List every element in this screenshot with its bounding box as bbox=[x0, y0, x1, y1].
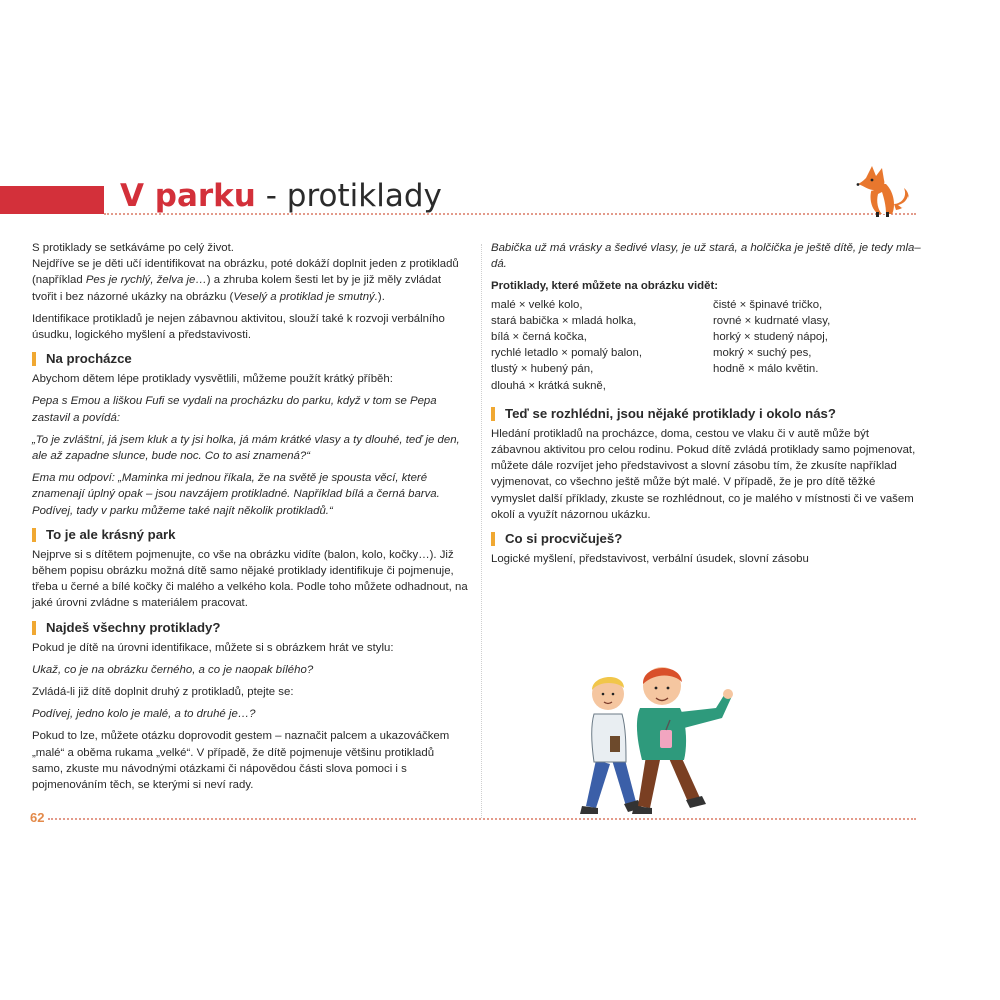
heading-krasny-park: To je ale krásný park bbox=[32, 527, 468, 543]
section3-paragraph-2: Zvládá-li již dítě doplnit druhý z protikladů, ptejte se: bbox=[32, 686, 294, 699]
list-item: dlouhá × krátká sukně, bbox=[491, 379, 606, 392]
two-boys-illustration bbox=[576, 656, 742, 820]
section3-paragraph-3: Pokud to lze, můžete otázku doprovodit gestem – naznačit palcem a ukazováčkem „malé“ a oběma rukama „velké“. V případě, že dítě pojmenuje většinu protikladů samo, zkuste mu návodnými otázkami či nápovědou části slova pomoci i s pojmenováním těch, se kterými si neví rady. bbox=[32, 730, 450, 792]
opposites-list-heading: Protiklady, které můžete na obrázku vidět: bbox=[491, 280, 719, 293]
opposites-list-column-1 bbox=[491, 297, 713, 394]
list-item: stará babička × mladá holka, bbox=[491, 314, 637, 327]
intro-paragraph-2: Identifikace protikladů je nejen zábavnou aktivitou, slouží také k rozvoji verbálního úsudku, logického myšlení a představivosti. bbox=[32, 312, 445, 342]
opposites-list-column-2 bbox=[713, 297, 913, 394]
list-item: horký × studený nápoj, bbox=[713, 331, 828, 344]
section2-paragraph: Nejprve si s dítětem pojmenujte, co vše na obrázku vidíte (balon, kolo, kočky…). Již během popisu obrázku možná dítě samo nějaké protiklady identifikuje či pojmenuje, třeba u černé a bílé kočky či malého a velkého kola. Podle toho můžete odhadnout, na jaké úrovni zvládne s materiálem pracovat. bbox=[32, 548, 468, 610]
title-divider bbox=[104, 213, 916, 215]
column-divider bbox=[481, 244, 482, 818]
section4-paragraph: Hledání protikladů na procházce, doma, cestou ve vlaku či v autě může být zábavnou aktivitou pro celou rodinu. Pokud dítě zvládá protiklady samo pojmenovat, můžete dále rozvíjet jeho představivost a slovní zásobu tím, že zkusíte například vyjmenovat, co všechno ještě může být malé. V případě, že je pro dítě těžké vymyslet další příklady, zkuste se rozhlédnout, co je malého v místnosti či ve vašem okolí a využít názornou ukázku. bbox=[491, 427, 916, 521]
right-column bbox=[491, 240, 921, 573]
page-title: V parku - protiklady bbox=[120, 178, 442, 214]
opposites-list bbox=[491, 297, 921, 394]
fox-icon bbox=[852, 164, 914, 218]
left-column bbox=[32, 240, 468, 799]
title-accent-bar bbox=[0, 186, 104, 214]
intro-paragraph-1: S protiklady se setkáváme po celý život. Nejdříve se je děti učí identifikovat na obrázku, poté dokáží doplnit jeden z protikladů (například Pes je rychlý, želva je…) a zhruba kolem šesti let by je již měly zvládat tvořit i bez názorné ukázky na obrázku (Veselý a protiklad je smutný.). bbox=[32, 242, 459, 303]
footer-divider bbox=[48, 818, 916, 820]
list-item: bílá × černá kočka, bbox=[491, 331, 587, 344]
list-item: rovné × kudrnaté vlasy, bbox=[713, 314, 831, 327]
section1-story-2: „To je zvláštní, já jsem kluk a ty jsi holka, já mám krátké vlasy a ty dlouhé, teď je den, ale až zapadne slunce, bude noc. Co to asi znamená?“ bbox=[32, 433, 460, 463]
section1-story-3: Ema mu odpoví: „Maminka mi jednou říkala, že na světě je spousta věcí, které znamenají úplný opak – jsou navzájem protikladné. Například bílá a černá barva. Podívej, tady v parku můžeme také najít několik protikladů.“ bbox=[32, 472, 440, 517]
list-item: čisté × špinavé tričko, bbox=[713, 298, 823, 311]
section5-paragraph: Logické myšlení, představivost, verbální úsudek, slovní zásobu bbox=[491, 553, 809, 566]
heading-co-si-procvicujes: Co si procvičuješ? bbox=[491, 531, 921, 547]
page-number: 62 bbox=[30, 810, 45, 825]
right-intro-paragraph: Babička už má vrásky a šedivé vlasy, je už stará, a holčička je ještě dítě, je tedy mla–dá. bbox=[491, 242, 921, 271]
list-item: malé × velké kolo, bbox=[491, 298, 583, 311]
heading-na-prochazce: Na procházce bbox=[32, 351, 468, 367]
heading-najdes-protiklady: Najdeš všechny protiklady? bbox=[32, 620, 468, 636]
section1-paragraph-1: Abychom dětem lépe protiklady vysvětlili, můžeme použít krátký příběh: bbox=[32, 373, 393, 386]
section3-example-1: Ukaž, co je na obrázku černého, a co je naopak bílého? bbox=[32, 663, 314, 676]
list-item: rychlé letadlo × pomalý balon, bbox=[491, 347, 643, 360]
section3-example-2: Podívej, jedno kolo je malé, a to druhé je…? bbox=[32, 708, 256, 721]
list-item: mokrý × suchý pes, bbox=[713, 347, 812, 360]
section3-paragraph-1: Pokud je dítě na úrovni identifikace, můžete si s obrázkem hrát ve stylu: bbox=[32, 641, 394, 654]
list-item: tlustý × hubený pán, bbox=[491, 363, 594, 376]
list-item: hodně × málo květin. bbox=[713, 363, 819, 376]
heading-rozhledni-se: Teď se rozhlédni, jsou nějaké protiklady i okolo nás? bbox=[491, 406, 921, 422]
section1-story-1: Pepa s Emou a liškou Fufi se vydali na procházku do parku, když v tom se Pepa zastavil a povídá: bbox=[32, 395, 437, 424]
